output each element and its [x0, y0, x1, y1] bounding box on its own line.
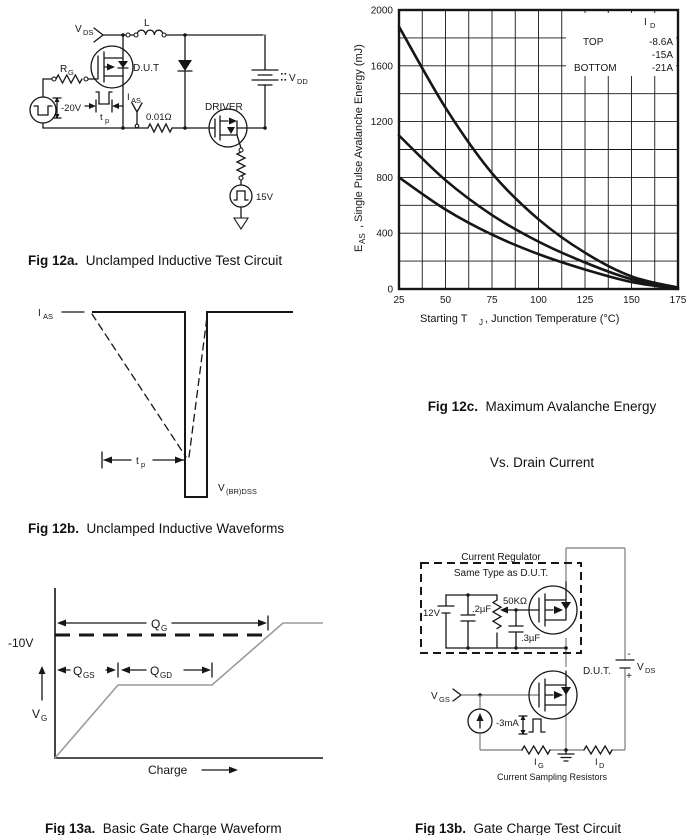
- junction-dot: [183, 33, 187, 37]
- tp-sub: p: [141, 460, 146, 469]
- battery-icon: [252, 70, 278, 85]
- vds-sub: DS: [83, 28, 94, 37]
- terminal: [52, 77, 56, 81]
- inductor-symbol: [137, 30, 163, 35]
- y-tick-labels: [371, 6, 394, 296]
- negative-pulse-icon: [34, 106, 52, 115]
- tp-sub: p: [105, 116, 110, 125]
- ig-label: I: [534, 757, 537, 768]
- legend-header: I: [644, 17, 647, 28]
- arrow-left-icon: [112, 103, 119, 109]
- legend-header-sub: D: [650, 21, 656, 30]
- arrow-left-icon: [57, 667, 66, 674]
- y-axis-title-sub: AS: [358, 233, 367, 244]
- junction-dot: [514, 608, 517, 611]
- junction-dot: [564, 646, 568, 650]
- arrow-right-icon: [175, 457, 184, 464]
- fig12a-circuit-diagram: [0, 0, 346, 240]
- fig13b-caption-text: Gate Charge Test Circuit: [466, 821, 622, 835]
- svg-text:125: 125: [576, 295, 594, 306]
- ias-label: I: [127, 92, 130, 103]
- pulse-icon: [529, 719, 545, 732]
- i3ma-label: -3mA: [496, 718, 519, 729]
- v12-label: 12V: [423, 608, 440, 619]
- body-diode-icon: [118, 61, 128, 68]
- battery-dots: [285, 73, 287, 75]
- vgs-sub: GS: [439, 695, 450, 704]
- diode-icon: [178, 60, 192, 71]
- svg-text:400: 400: [376, 228, 393, 240]
- ig-resistor-symbol: [522, 746, 550, 754]
- vds-probe-chevron: [94, 28, 103, 42]
- sampling-label: Current Sampling Resistors: [496, 772, 608, 782]
- y-axis-title: E: [353, 244, 365, 252]
- vg-label: V: [32, 707, 41, 721]
- diode-branch: [178, 35, 192, 128]
- qgd-sub: GD: [160, 671, 172, 680]
- inductor-label: L: [144, 18, 150, 29]
- arrow-left-icon: [121, 667, 130, 674]
- qg-sub: G: [161, 624, 168, 633]
- ground-icon: [234, 218, 248, 229]
- svg-text:100: 100: [530, 295, 547, 306]
- arrow-up-icon: [477, 713, 484, 721]
- junction-dot: [514, 646, 517, 649]
- battery-dots: [281, 73, 283, 75]
- gate-resistor-symbol: [237, 152, 245, 176]
- y-axis-title-post: , Single Pulse Avalanche Energy (mJ): [353, 44, 365, 228]
- neg10v-label: -10V: [8, 636, 34, 650]
- arrow-up-icon: [39, 666, 46, 674]
- fig13b-caption: [400, 806, 621, 835]
- fig13b-circuit-diagram: [346, 540, 693, 800]
- junction-dot: [121, 33, 125, 37]
- charge-label: Charge: [148, 763, 188, 777]
- current-probe-icon: [132, 103, 142, 124]
- axes: [55, 588, 323, 758]
- qgd-label: Q: [150, 664, 160, 678]
- body-diode-icon: [561, 602, 571, 610]
- vgs-label: V: [431, 691, 438, 702]
- ig-sub: G: [538, 761, 544, 770]
- gate-voltage-waveform: [55, 623, 323, 758]
- svg-text:1200: 1200: [370, 117, 393, 129]
- svg-text:50: 50: [439, 295, 452, 306]
- current-regulator-label: Current Regulator: [461, 552, 541, 563]
- ground-icon: [558, 750, 574, 761]
- vds-battery-icon: [616, 660, 634, 668]
- legend-top-label: TOP: [583, 37, 604, 48]
- legend-mid-value: -15A: [651, 50, 673, 61]
- junction-dot: [466, 646, 469, 649]
- vg-sub: G: [41, 714, 48, 723]
- vbrdss-sub: (BR)DSS: [226, 487, 257, 496]
- dut-label: D.U.T.: [583, 666, 611, 677]
- pot-50k-symbol: [493, 600, 501, 629]
- svg-text:2000: 2000: [370, 5, 393, 17]
- arrow-left-icon: [103, 457, 112, 464]
- fig13b-caption-number: Fig 13b.: [415, 821, 467, 835]
- current-waveform: [92, 312, 293, 497]
- arrow-right-icon: [229, 767, 238, 774]
- legend-bottom-label: BOTTOM: [574, 63, 617, 74]
- arrow-left-icon: [57, 620, 66, 627]
- svg-text:75: 75: [486, 295, 498, 306]
- ias-label: I: [38, 308, 41, 319]
- shunt-label: 0.01Ω: [146, 112, 172, 123]
- r50k-label: 50KΩ: [503, 596, 528, 607]
- mosfet-arrow-icon: [554, 606, 563, 614]
- gate-pulse-source: [30, 97, 56, 123]
- id-resistor-symbol: [584, 746, 612, 754]
- dut-mosfet-symbol: [539, 671, 566, 711]
- svg-text:800: 800: [376, 172, 393, 184]
- svg-text:0: 0: [387, 284, 393, 296]
- c2uf-label: .2µF: [472, 604, 492, 615]
- fig13a-waveform-diagram: [0, 580, 346, 795]
- wire: [237, 135, 241, 148]
- fig13a-caption-number: Fig 13a.: [45, 821, 96, 835]
- same-type-label: Same Type as D.U.T.: [453, 568, 549, 579]
- tp-label: t: [136, 456, 139, 467]
- fig12a-caption-number: Fig 12a.: [28, 253, 79, 268]
- fig12c-caption-number: Fig 12c.: [427, 398, 478, 414]
- x-tick-labels: [393, 295, 686, 306]
- dut-label: D.U.T: [133, 63, 160, 74]
- arrow-right-icon: [258, 620, 267, 627]
- fig12c-caption-line1: Maximum Avalanche Energy: [477, 398, 657, 414]
- terminal: [162, 33, 166, 37]
- neg20v-label: -20V: [61, 103, 82, 114]
- body-diode-icon: [227, 127, 235, 134]
- id-sub: D: [599, 761, 605, 770]
- rg-sub: G: [68, 68, 74, 77]
- battery-dots: [285, 79, 287, 81]
- vbrdss-label: V: [218, 483, 225, 494]
- vds-sub: DS: [645, 666, 656, 675]
- driver-label: DRIVER: [205, 102, 243, 113]
- fig12a-caption-text: Unclamped Inductive Test Circuit: [78, 253, 283, 268]
- drive-pulse-source: [230, 185, 252, 207]
- c3uf-label: .3µF: [521, 633, 541, 644]
- fig13a-caption: [30, 806, 282, 835]
- fig12c-caption-line2: Vs. Drain Current: [489, 455, 595, 471]
- arrow-right-icon: [89, 103, 96, 109]
- vgs-chevron: [453, 689, 461, 701]
- ias-sub: AS: [43, 312, 54, 321]
- terminal: [126, 33, 130, 37]
- recovery-dashed-line: [189, 317, 207, 457]
- vds-plus: +: [626, 671, 632, 682]
- legend-bottom-value: -21A: [651, 63, 673, 74]
- fig12b-caption: [13, 506, 284, 551]
- fig12b-waveform-diagram: [0, 275, 346, 510]
- ias-sub: AS: [131, 96, 142, 105]
- arrow-right-icon: [202, 667, 211, 674]
- qgs-label: Q: [73, 664, 83, 678]
- mosfet-arrow-icon: [554, 691, 563, 699]
- arrow-right-icon: [107, 667, 116, 674]
- vdd-label: V: [289, 73, 296, 84]
- svg-text:25: 25: [393, 295, 405, 306]
- positive-pulse-icon: [234, 191, 248, 200]
- mosfet-arrow-icon: [107, 64, 115, 71]
- decay-dashed-line: [92, 314, 186, 457]
- body-diode-icon: [561, 687, 571, 695]
- shunt-resistor-symbol: [148, 124, 172, 132]
- qgs-sub: GS: [83, 671, 95, 680]
- fig12c-caption: [392, 360, 692, 511]
- vdd-sub: DD: [297, 77, 308, 86]
- y-axis-title-group: [353, 44, 367, 252]
- battery-12v-icon: [438, 595, 454, 648]
- terminal: [84, 77, 88, 81]
- x-axis-title: Starting T: [420, 313, 468, 325]
- fig12c-chart: [346, 0, 693, 350]
- gate-pulse-icon: [96, 92, 112, 104]
- fig12b-caption-number: Fig 12b.: [28, 521, 80, 536]
- id-label: I: [595, 757, 598, 768]
- svg-text:1600: 1600: [370, 61, 393, 73]
- terminal: [134, 33, 138, 37]
- vds-minus: -: [627, 649, 631, 660]
- junction-dot: [466, 593, 469, 596]
- v15-label: 15V: [256, 192, 273, 203]
- cap-2uf-icon: [461, 595, 475, 648]
- mosfet-arrow-icon: [229, 118, 237, 125]
- x-axis-title-sub: J: [479, 318, 483, 327]
- vds-label: V: [75, 24, 82, 35]
- vds-label: V: [637, 662, 644, 673]
- svg-text:175: 175: [669, 295, 687, 306]
- rg-label: R: [60, 64, 68, 75]
- tp-label: t: [100, 112, 103, 123]
- x-axis-title-post: , Junction Temperature (°C): [485, 313, 620, 325]
- svg-text:150: 150: [623, 295, 640, 306]
- terminal: [135, 124, 139, 128]
- fig12b-caption-text: Unclamped Inductive Waveforms: [79, 521, 285, 536]
- legend-top-value: -8.6A: [649, 37, 673, 48]
- junction-dot: [263, 126, 267, 130]
- qg-label: Q: [151, 617, 161, 631]
- fig13a-caption-text: Basic Gate Charge Waveform: [95, 821, 282, 835]
- junction-dot: [183, 126, 187, 130]
- battery-dots: [281, 79, 283, 81]
